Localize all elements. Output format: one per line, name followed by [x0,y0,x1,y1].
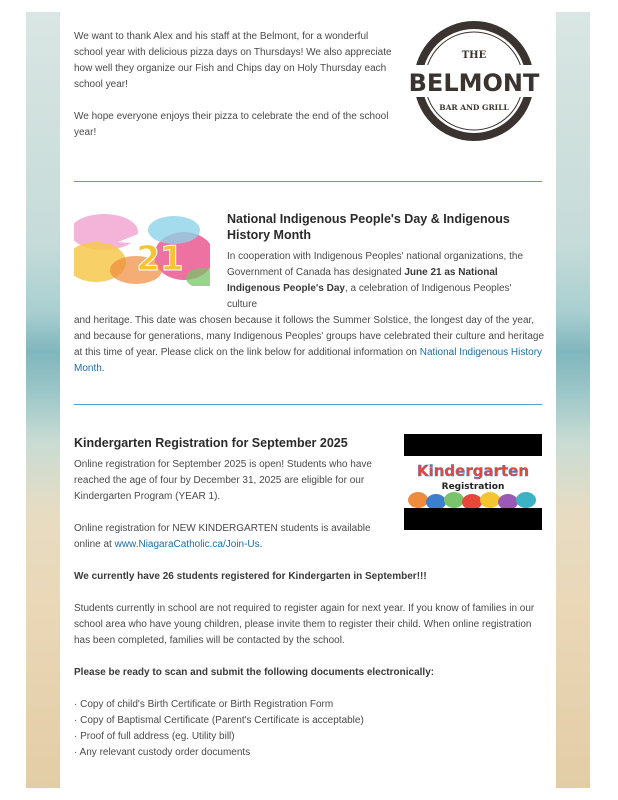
belmont-para-1: We want to thank Alex and his staff at the Belmont, for a wonderful school year with delicious pizza days on Thursdays! We also appreciate how well they organize our Fish and Chips day on Holy Thursday each school year! [74,31,392,90]
registration-image-word: Registration [441,482,505,492]
kindergarten-documents-heading: Please be ready to scan and submit the following documents electronically: [74,667,435,678]
belmont-text [74,29,394,141]
indigenous-body-end: . [101,363,105,374]
june-21-image [74,210,210,286]
indigenous-body-text: and heritage. This date was chosen because it follows the Summer Solstice, the longest day of the year, and because for generations, many Indigenous Peoples' groups have celebrated their culture and heritage at this time of year. Please click on the link below for additional information on [74,315,544,358]
indigenous-title: National Indigenous People's Day & Indigenous History Month [227,212,510,242]
section-divider [74,404,542,405]
logo-sub-text: BAR AND GRILL [439,103,509,112]
niagara-catholic-link[interactable]: www.NiagaraCatholic.ca/Join-Us [114,539,260,550]
june-21-number: 21 [136,239,184,279]
indigenous-bold-date: June 21 as National Indigenous People's Day [227,267,498,294]
list-item: · Any relevant custody order documents [74,747,251,758]
kindergarten-registration-image [404,434,542,530]
belmont-para-2: We hope everyone enjoys their pizza to celebrate the end of the school year! [74,111,389,138]
kindergarten-para-2-end: . [259,539,263,550]
belmont-logo [404,19,544,143]
kindergarten-body-block [74,569,544,761]
logo-top-text: THE [461,50,487,61]
indigenous-history-link[interactable]: National Indigenous History Month [74,347,543,374]
indigenous-intro-text: In cooperation with Indigenous Peoples' national organizations, the Government of Canada has designated [227,251,524,278]
list-item: · Copy of Baptismal Certificate (Parent's Certificate is acceptable) [74,715,364,726]
kindergarten-intro-block [74,457,396,553]
kindergarten-para-2-text: Online registration for NEW KINDERGARTEN students is available online at [74,523,371,550]
kindergarten-count-note: We currently have 26 students registered for Kindergarten in September!!! [74,571,427,582]
kindergarten-para-1: Online registration for September 2025 is open! Students who have reached the age of four by December 31, 2025 are eligible for our Kindergarten Program (YEAR 1). [74,459,372,502]
list-item: · Proof of full address (eg. Utility bill) [74,731,235,742]
indigenous-after-bold: , a celebration of Indigenous Peoples' culture [227,283,512,310]
logo-name-text: BELMONT [408,69,540,97]
list-item: · Copy of child's Birth Certificate or Birth Registration Form [74,699,334,710]
kindergarten-title: Kindergarten Registration for September 2025 [74,436,348,450]
kindergarten-image-word: Kindergarten [416,462,530,480]
kindergarten-para-4: Students currently in school are not required to register again for next year. If you know of families in our school area who have young children, please invite them to register their child. When online registration has been completed, families will be contacted by the school. [74,603,535,646]
kindergarten-para-2 [74,521,396,553]
handprints-icon [408,492,536,508]
documents-list [74,697,544,761]
section-divider [74,181,542,182]
indigenous-body-block [74,313,546,377]
indigenous-intro-block [227,249,542,313]
